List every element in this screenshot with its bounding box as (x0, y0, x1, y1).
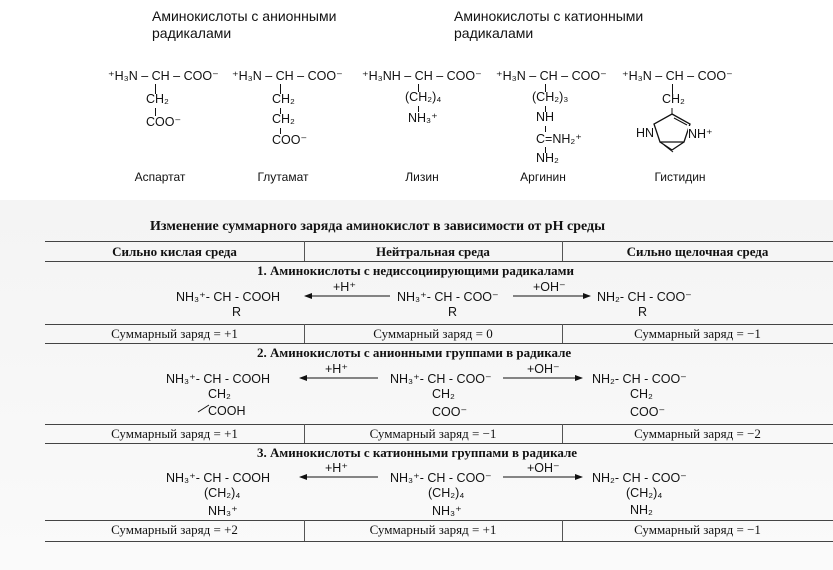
table-title: Изменение суммарного заряда аминокислот в зависимости от pH среды (150, 219, 606, 234)
s3-neutral-sub-1: (CH₂)₄ (428, 486, 465, 500)
s3-basic-formula: NH₂- CH - COO⁻ (592, 471, 687, 485)
lysine-backbone: ⁺H₃NH – CH – COO⁻ (362, 69, 482, 83)
arginine-side-3: C=NH₂⁺ (536, 132, 582, 146)
arginine-name: Аргинин (520, 170, 566, 184)
s2-acid-sub-2: COOH (208, 404, 246, 418)
aspartate-side-1: CH₂ (146, 92, 169, 106)
s1-charge-acidic: Суммарный заряд = +1 (111, 326, 238, 341)
s2-charge-basic: Суммарный заряд = −2 (634, 426, 761, 441)
arrow-left-label: +H⁺ (333, 280, 356, 294)
s2-acid-formula: NH₃⁺- CH - COOH (166, 372, 271, 386)
lysine-name: Лизин (405, 170, 439, 184)
arginine-side-1: (CH₂)₃ (532, 90, 569, 104)
s2-basic-formula: NH₂- CH - COO⁻ (592, 372, 687, 386)
s2-neutral-formula: NH₃⁺- CH - COO⁻ (390, 372, 492, 386)
s3-charge-acidic: Суммарный заряд = +2 (111, 522, 238, 537)
glutamate-name: Глутамат (257, 170, 309, 184)
s1-basic-sub: R (638, 305, 648, 319)
s1-acid-formula: NH₃⁺- CH - COOH (176, 290, 281, 304)
s2-neutral-sub-1: CH₂ (432, 387, 455, 401)
anionic-group-title: Аминокислоты с анионными радикалами (152, 8, 337, 41)
aspartate-side-2: COO⁻ (146, 115, 182, 129)
glutamate-backbone: ⁺H₃N – CH – COO⁻ (232, 69, 343, 83)
lysine-side-2: NH₃⁺ (408, 111, 438, 125)
aspartate-name: Аспартат (134, 170, 186, 184)
header-basic: Сильно щелочная среда (626, 244, 769, 259)
glutamate-side-2: CH₂ (272, 112, 295, 126)
s3-neutral-sub-2: NH₃⁺ (432, 504, 462, 518)
section-2-title: 2. Аминокислоты с анионными группами в радикале (257, 345, 572, 360)
arginine-backbone: ⁺H₃N – CH – COO⁻ (496, 69, 607, 83)
arrow-left-label: +H⁺ (325, 461, 348, 475)
s3-charge-neutral: Суммарный заряд = +1 (369, 522, 497, 537)
section-3-title: 3. Аминокислоты с катионными группами в радикале (257, 445, 578, 460)
arrow-left-label: +H⁺ (325, 362, 348, 376)
histidine-side-2: HN (636, 126, 655, 140)
s1-charge-basic: Суммарный заряд = −1 (634, 326, 761, 341)
s2-basic-sub-2: COO⁻ (630, 405, 666, 419)
s3-basic-sub-2: NH₂ (630, 503, 653, 517)
s3-acid-sub-1: (CH₂)₄ (204, 486, 241, 500)
s2-neutral-sub-2: COO⁻ (432, 405, 468, 419)
s1-neutral-sub: R (448, 305, 458, 319)
aspartate-backbone: ⁺H₃N – CH – COO⁻ (108, 69, 219, 83)
s1-charge-neutral: Суммарный заряд = 0 (373, 326, 493, 341)
s1-neutral-formula: NH₃⁺- CH - COO⁻ (397, 290, 499, 304)
glutamate-side-1: CH₂ (272, 92, 295, 106)
arrow-right-label: +OH⁻ (527, 461, 560, 475)
header-neutral: Нейтральная среда (376, 244, 490, 259)
arginine-side-4: NH₂ (536, 151, 559, 165)
s3-basic-sub-1: (CH₂)₄ (626, 486, 663, 500)
arginine-side-2: NH (536, 110, 555, 124)
histidine-backbone: ⁺H₃N – CH – COO⁻ (622, 69, 733, 83)
arrow-right-label: +OH⁻ (533, 280, 566, 294)
header-acidic: Сильно кислая среда (112, 244, 237, 259)
s1-acid-sub: R (232, 305, 242, 319)
s3-charge-basic: Суммарный заряд = −1 (634, 522, 761, 537)
section-1-title: 1. Аминокислоты с недиссоциирующими радикалами (257, 263, 574, 278)
arrow-right-label: +OH⁻ (527, 362, 560, 376)
s2-acid-sub-1: CH₂ (208, 387, 231, 401)
s2-basic-sub-1: CH₂ (630, 387, 653, 401)
s2-charge-neutral: Суммарный заряд = −1 (369, 426, 497, 441)
lysine-side-1: (CH₂)₄ (405, 90, 442, 104)
s2-charge-acidic: Суммарный заряд = +1 (111, 426, 238, 441)
s1-basic-formula: NH₂- CH - COO⁻ (597, 290, 692, 304)
glutamate-side-3: COO⁻ (272, 133, 308, 147)
histidine-name: Гистидин (654, 170, 706, 184)
histidine-side-3: NH⁺ (688, 127, 713, 141)
cationic-group-title: Аминокислоты с катионными радикалами (454, 8, 644, 41)
s3-neutral-formula: NH₃⁺- CH - COO⁻ (390, 471, 492, 485)
s3-acid-formula: NH₃⁺- CH - COOH (166, 471, 271, 485)
histidine-side-1: CH₂ (662, 92, 685, 106)
s3-acid-sub-2: NH₃⁺ (208, 504, 238, 518)
